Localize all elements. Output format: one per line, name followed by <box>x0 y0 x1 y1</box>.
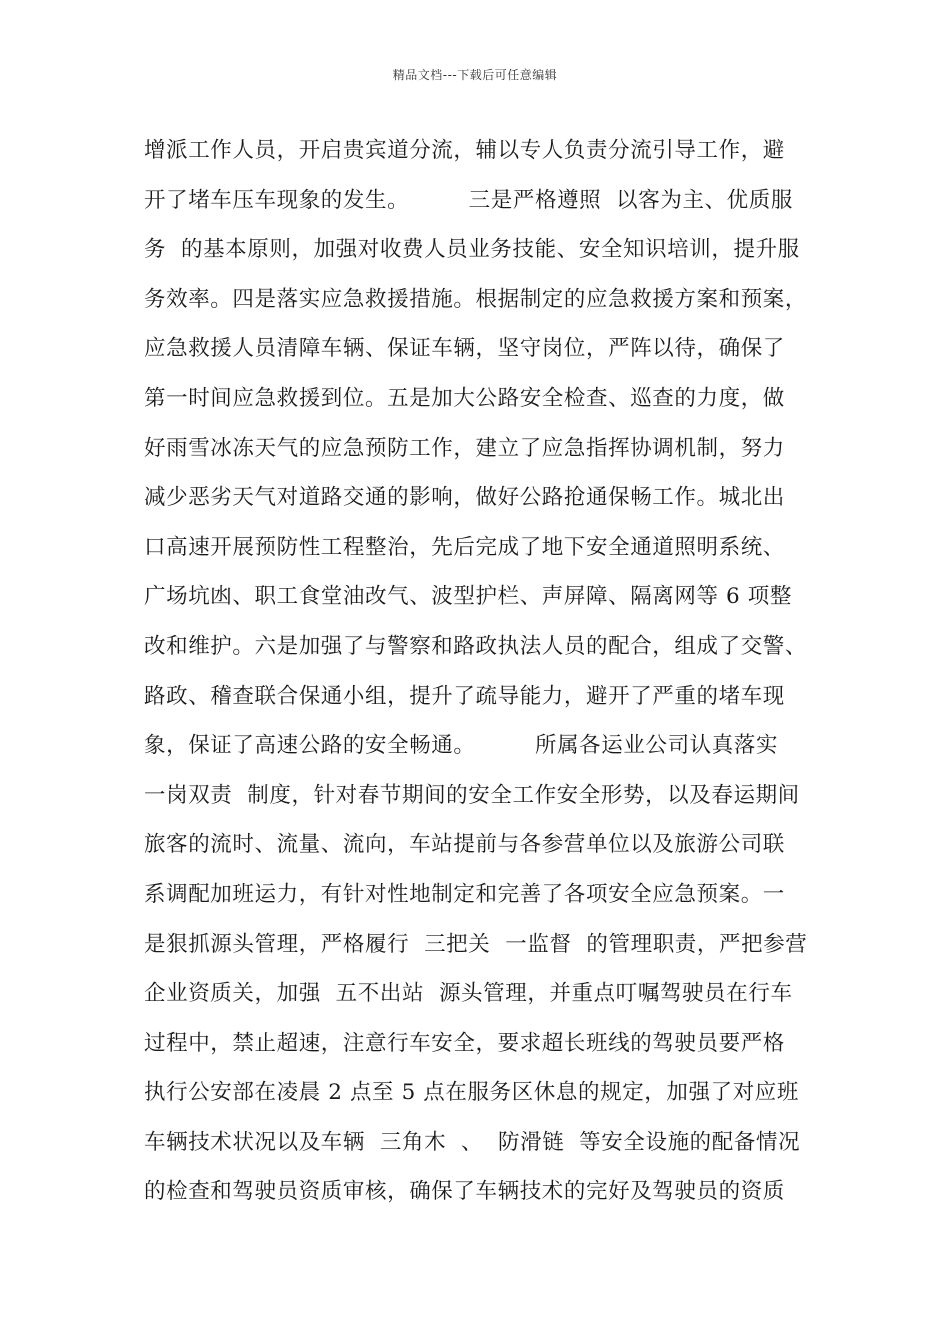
text-line: 减少恶劣天气对道路交通的影响，做好公路抢通保畅工作。城北出 <box>144 485 785 511</box>
text-line: 旅客的流时、流量、流向，车站提前与各参营单位以及旅游公司联 <box>144 832 785 858</box>
text-line: 车辆技术状况以及车辆 三角木 、 防滑链 等安全设施的配备情况 <box>144 1129 801 1155</box>
text-line: 应急救援人员清障车辆、保证车辆，坚守岗位，严阵以待，确保了 <box>144 336 785 362</box>
text-line: 企业资质关，加强 五不出站 源头管理，并重点叮嘱驾驶员在行车 <box>144 981 793 1007</box>
text-line: 第一时间应急救援到位。五是加大公路安全检查、巡查的力度，做 <box>144 385 785 411</box>
document-body <box>144 134 844 1225</box>
page-header: 精品文档---下载后可任意编辑 <box>392 68 558 82</box>
text-line: 路政、稽查联合保通小组，提升了疏导能力，避开了严重的堵车现 <box>144 683 785 709</box>
text-line: 好雨雪冰冻天气的应急预防工作，建立了应急指挥协调机制，努力 <box>144 435 785 461</box>
text-line: 广场坑凼、职工食堂油改气、波型护栏、声屏障、隔离网等 6 项整 <box>144 584 792 610</box>
text-line: 改和维护。六是加强了与警察和路政执法人员的配合，组成了交警、 <box>144 633 808 659</box>
text-line: 开了堵车压车现象的发生。 三是严格遵照 以客为主、优质服 <box>144 187 793 213</box>
text-line: 过程中，禁止超速，注意行车安全，要求超长班线的驾驶员要严格 <box>144 1030 785 1056</box>
text-line: 务效率。四是落实应急救援措施。根据制定的应急救援方案和预案， <box>144 286 808 312</box>
text-line: 务 的基本原则，加强对收费人员业务技能、安全知识培训，提升服 <box>144 237 800 263</box>
text-line: 象，保证了高速公路的安全畅通。 所属各运业公司认真落实 <box>144 733 779 759</box>
text-line: 执行公安部在凌晨 2 点至 5 点在服务区休息的规定，加强了对应班 <box>144 1080 799 1106</box>
text-line: 是狠抓源头管理，严格履行 三把关 一监督 的管理职责，严把参营 <box>144 931 808 957</box>
text-line: 一岗双责 制度，针对春节期间的安全工作安全形势，以及春运期间 <box>144 782 800 808</box>
text-line: 口高速开展预防性工程整治，先后完成了地下安全通道照明系统、 <box>144 534 785 560</box>
text-line: 系调配加班运力，有针对性地制定和完善了各项安全应急预案。一 <box>144 881 785 907</box>
text-line: 的检查和驾驶员资质审核，确保了车辆技术的完好及驾驶员的资质 <box>144 1179 785 1205</box>
text-line: 增派工作人员，开启贵宾道分流，辅以专人负责分流引导工作，避 <box>144 138 785 163</box>
